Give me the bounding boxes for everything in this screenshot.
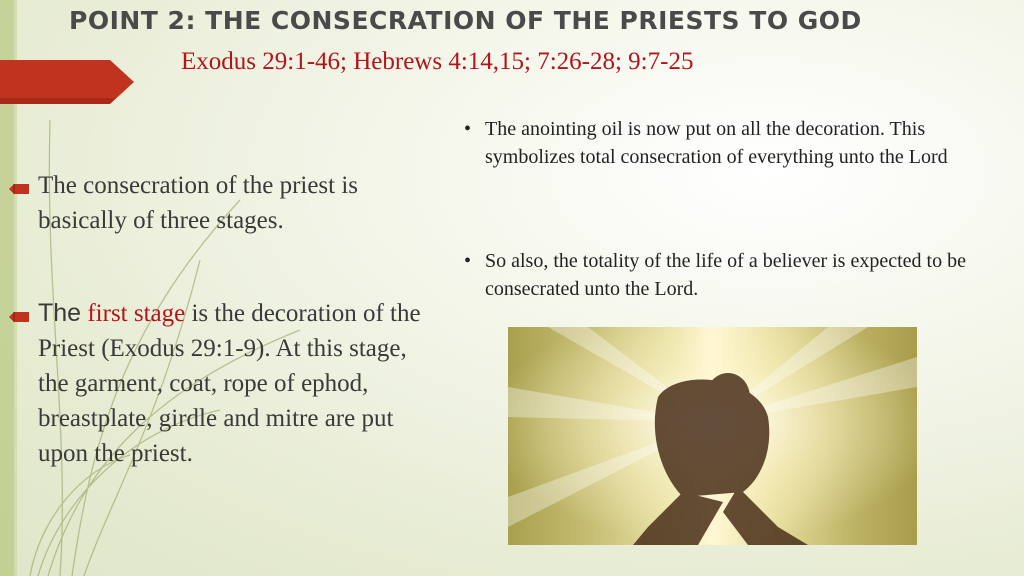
pencil-bullet-icon (8, 299, 30, 334)
scripture-reference: Exodus 29:1-46; Hebrews 4:14,15; 7:26-28; 9:7-25 (181, 48, 694, 75)
bullet-dot-icon: • (464, 118, 472, 140)
paragraph-rest: is the decoration of the Priest (Exodus 29:1-9). At this stage, the garment, coat, rope of ephod, breastplate, girdle and mitre are put upon the priest. (38, 300, 421, 467)
highlight-first-stage: first stage (87, 300, 186, 327)
kneeling-man-photo (508, 327, 917, 545)
bullet-dot-icon: • (464, 250, 472, 272)
left-paragraph-2 (32, 296, 442, 471)
slide-title: POINT 2: THE CONSECRATION OF THE PRIESTS TO GOD (69, 6, 862, 35)
pencil-bullet-icon (8, 171, 30, 206)
left-paragraph-1: The consecration of the priest is basically of three stages. (32, 168, 442, 238)
right-bullet-2: • So also, the totality of the life of a believer is expected to be consecrated unto the Lord. (464, 247, 1009, 303)
lead-word: The (38, 299, 82, 327)
right-bullet-1: • The anointing oil is now put on all the decoration. This symbolizes total consecration of everything unto the Lord (464, 115, 1009, 171)
